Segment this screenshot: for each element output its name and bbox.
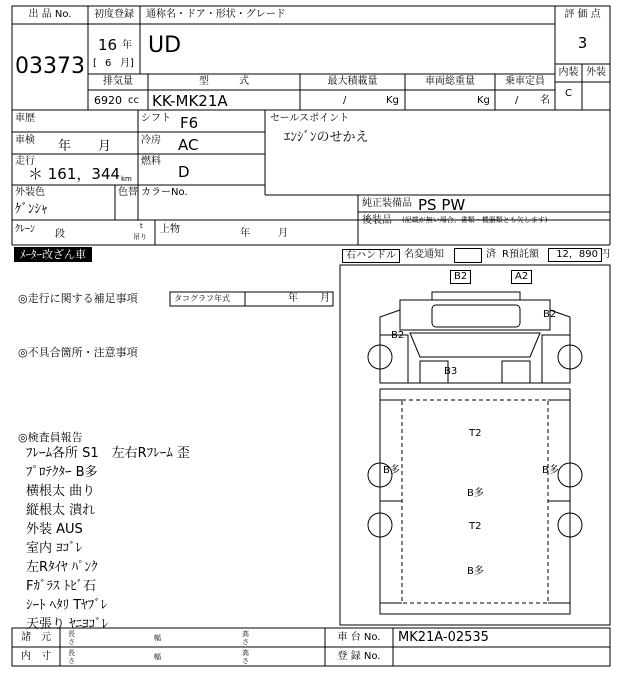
equipment-label: 純正装備品 (362, 198, 412, 209)
dims-length-label: 長さ (68, 630, 75, 646)
defects-label: ◎不具合箇所・注意事項 (18, 346, 138, 359)
displacement-unit: cc (128, 95, 139, 106)
inspection-year-unit: 年 (58, 139, 72, 154)
inspection-label: 車検 (15, 135, 35, 146)
mileage-value: ＊ 161，344 (28, 165, 121, 183)
inspector-line: ﾌﾚｰﾑ各所 S1 左右Rﾌﾚｰﾑ 歪 (26, 446, 190, 461)
interior-label: 内装 (558, 67, 579, 78)
lot-no-label: 出 品 No. (28, 9, 72, 20)
dims-width-label: 幅 (154, 634, 161, 642)
inspection-month-unit: 月 (98, 139, 112, 154)
max-load-unit: Kg (386, 95, 399, 106)
upper-year-unit: 年 (240, 228, 250, 239)
gross-weight-unit: Kg (477, 95, 490, 106)
inspector-report-label: ◎検査員報告 (18, 431, 83, 444)
mark-bed-bmulti: B多 (467, 488, 484, 499)
shift-label: シフト (141, 113, 171, 124)
mark-front-bumper-b2: B2 (450, 270, 471, 284)
color-change-label: 色替 (118, 187, 138, 198)
inspector-line: 天張り ﾔﾆﾖｺﾞﾚ (26, 617, 109, 632)
inner-height-label: 高さ (242, 649, 249, 665)
dims-height-label: 高さ (242, 630, 249, 646)
tachograph-month-unit: 月 (320, 293, 330, 304)
fuel-value: D (178, 163, 190, 181)
max-load-sep: / (343, 95, 347, 106)
supplement-label: ◎走行に関する補足事項 (18, 292, 138, 305)
rating-value: 3 (577, 34, 588, 52)
inspector-line: ｼｰﾄ ﾍﾀﾘ Tﾔﾌﾞﾚ (26, 598, 108, 613)
exterior-color-value: ｹﾞﾝｼｬ (15, 202, 48, 217)
recycle-fee-unit: 円 (600, 249, 610, 260)
mark-right-cab-b2: B2 (543, 309, 557, 320)
first-reg-year: 16 (98, 36, 118, 54)
capacity-sep: / (515, 95, 519, 106)
name-change-label: 名変通知 (404, 249, 444, 260)
exterior-label: 外装 (586, 67, 606, 78)
history-label: 車歴 (15, 113, 35, 124)
first-reg-label: 初度登録 (94, 9, 134, 20)
max-load-label: 最大積載量 (327, 76, 378, 87)
chassis-no-label: 車 台 No. (337, 632, 381, 643)
year-unit: 年 (122, 40, 132, 51)
registration-no-label: 登 録 No. (337, 651, 381, 662)
tachograph-year-unit: 年 (288, 293, 298, 304)
inner-width-label: 幅 (154, 653, 161, 661)
model-code-label: 型 式 (199, 76, 249, 87)
mark-bed-t2-front: T2 (469, 428, 482, 439)
month-open: [ (93, 58, 97, 69)
mark-front-a2: A2 (511, 270, 532, 284)
upper-body-label: 上物 (160, 224, 180, 235)
mark-rear-bmulti: B多 (467, 566, 484, 577)
crane-label: ｸﾚｰﾝ (15, 224, 35, 235)
chassis-no-value: MK21A-02535 (398, 630, 489, 645)
ac-label: 冷房 (141, 135, 161, 146)
aftermarket-label: 後装品 (362, 215, 392, 226)
color-code-label: カラーNo. (141, 187, 188, 198)
first-reg-month: 6 (105, 58, 112, 69)
inspector-line: 左Rﾀｲﾔ ﾊﾟﾝｸ (26, 560, 98, 575)
lot-no: 03373 (15, 54, 85, 79)
ac-value: AC (178, 136, 199, 154)
inspector-line: 室内 ﾖｺﾞﾚ (26, 541, 83, 556)
model-code: KK-MK21A (152, 92, 228, 110)
mark-left-side-bmulti: B多 (383, 465, 400, 476)
inspector-report-list (26, 446, 190, 636)
mileage-label: 走行 (15, 156, 35, 167)
mileage-unit: km (121, 175, 132, 183)
dims-label: 諸 元 (21, 632, 51, 643)
displacement-label: 排気量 (103, 76, 133, 87)
model-name: UD (148, 33, 182, 58)
inspector-line: ﾌﾟﾛﾃｸﾀｰ B多 (26, 465, 98, 480)
tachograph-label: タコグラフ年式 (174, 294, 230, 303)
mark-bed-t2-rear: T2 (469, 521, 482, 532)
month-close: 月] (120, 58, 134, 69)
capacity-unit: 名 (540, 95, 550, 106)
shift-value: F6 (180, 114, 199, 132)
upper-month-unit: 月 (278, 228, 288, 239)
mark-cab-b3: B3 (444, 366, 458, 377)
model-grade-label: 通称名・ドア・形状・グレード (146, 9, 286, 20)
inspector-line: 縦根太 潰れ (26, 503, 96, 518)
inspector-line: 横根太 曲り (26, 484, 96, 499)
mark-right-side-bmulti: B多 (542, 465, 559, 476)
mark-left-cab-b2: B2 (391, 330, 405, 341)
capacity-label: 乗車定員 (505, 76, 545, 87)
displacement-value: 6920 (94, 94, 122, 107)
crane-ton-unit: t (140, 222, 143, 230)
recycle-done-label: 済 (486, 249, 496, 260)
recycle-fee-label: R預託額 (502, 249, 539, 260)
inspector-line: Fｶﾞﾗｽ ﾄﾋﾞ石 (26, 579, 97, 594)
equipment-value: PS PW (418, 196, 466, 214)
sales-point-label: セールスポイント (270, 113, 350, 124)
crane-hang-label: 吊り (133, 233, 147, 241)
inner-dims-label: 内 寸 (21, 651, 51, 662)
sales-point-text: ｴﾝｼﾞﾝのせかえ (284, 130, 369, 145)
crane-stage-unit: 段 (55, 229, 65, 240)
inner-length-label: 長さ (68, 649, 75, 665)
exterior-color-label: 外装色 (15, 187, 45, 198)
meter-tamper-banner: ﾒｰﾀｰ改ざん車 (14, 247, 92, 262)
interior-grade: C (565, 88, 572, 99)
aftermarket-note: (記載が無い場合、書類・機器類とも欠します) (402, 216, 548, 224)
name-change-box (454, 248, 482, 263)
right-hand-drive-label: 右ハンドル (342, 249, 400, 263)
fuel-label: 燃料 (141, 156, 161, 167)
rating-label: 評 価 点 (564, 9, 601, 20)
inspector-line: 外装 AUS (26, 522, 83, 537)
recycle-fee-value: 12，890 (548, 248, 602, 262)
gross-weight-label: 車両総重量 (425, 76, 475, 87)
